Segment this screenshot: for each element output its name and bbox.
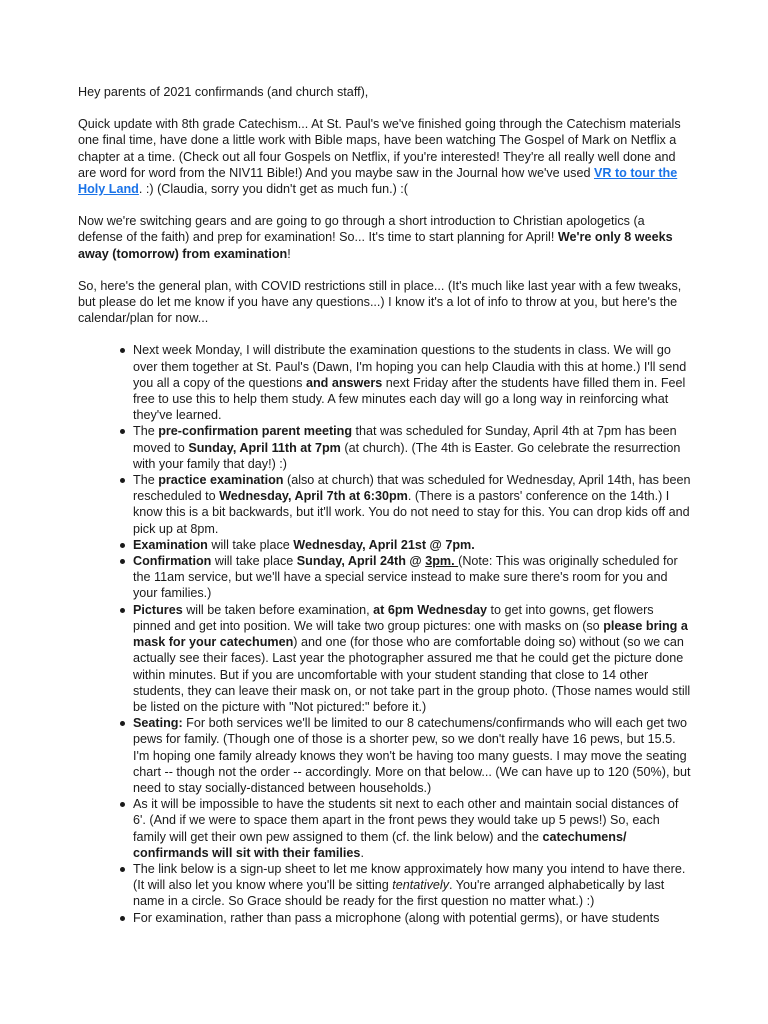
text: Quick update with 8th grade Catechism... At St. Paul's we've finished going through the Catechism materials one final time, have done a little work with Bible maps, have been watching The Gospel of Mark on Netflix a chapter at a time. (Check out all four Gospels on Netflix, if you're interested! They're all really well done and are word for word from the NIV11 Bible!) And you maybe saw in the Journal how we've used	[78, 117, 681, 180]
text: For both services we'll be limited to our 8 catechumens/confirmands who will each get two pews for family. (Though one of those is a shorter pew, so we don't really have 16 pews, but 15.5. I'm hoping one family already knows they won't be having too many guests. I may move the seating chart -- though not the order -- accordingly. More on that below... (We can have up to 120 (50%), but need to stay socially-distanced between households.)	[133, 716, 691, 795]
text: The	[133, 473, 159, 488]
text: ) and one (for those who are comfortable doing so) without (so we can actually see their faces). Last year the photographer assured me that he could get the picture done within minutes. But if you are uncomfortable with your student standing that close to 14 other students, they can leave their mask on, or not take part in the group photo. (Those names would still be listed on the picture with "Not pictured:" before it.)	[133, 635, 691, 714]
text: (also at church) that was scheduled for Wednesday, April 14th, has been rescheduled to	[133, 473, 691, 504]
text: Now we're switching gears and are going to go through a short introduction to Christian apologetics (a defense of the faith) and prep for examination! So... It's time to start planning for April!	[78, 214, 645, 245]
underlined-time: 3pm.	[425, 554, 459, 569]
vr-holy-land-link[interactable]: VR to tour the Holy Land	[78, 165, 678, 197]
italic-text: tentatively	[392, 878, 449, 893]
emphasis: Wednesday, April 7th at 6:30pm	[219, 489, 408, 504]
emphasis: Examination	[133, 537, 208, 552]
emphasis: please bring a mask for your catechumen	[133, 618, 688, 650]
text: For examination, rather than pass a microphone (along with potential germs), or have students	[133, 910, 660, 925]
text: As it will be impossible to have the students sit next to each other and maintain social distances of 6'. (And if we were to space them apart in the front pews they would take up 5 pews!) So, each family will get their own pew assigned to them (cf. the link below) and the	[133, 797, 679, 844]
list-item-seating	[133, 715, 692, 796]
text: . :) (Claudia, sorry you didn't get as much fun.) :(	[138, 182, 408, 197]
text: The link below is a sign-up sheet to let me know approximately how many you intend to have there. (It will also let you know where you'll be sitting	[133, 861, 686, 893]
list-item-signup	[133, 861, 692, 910]
emphasis: Pictures	[133, 602, 183, 617]
emphasis: We're only 8 weeks away (tomorrow) from examination	[78, 230, 673, 261]
emphasis: Sunday, April 24th @	[296, 554, 426, 569]
text: next Friday after the students have filled them in. Feel free to use this to help them study. A few minutes each day will go a long way in reinforcing what they've learned.	[133, 375, 686, 423]
emphasis: and answers	[305, 375, 383, 390]
list-item-parent-meeting	[133, 423, 692, 472]
text: .	[360, 845, 364, 860]
text: (Note: This was originally scheduled for the 11am service, but we'll have a special service instead to make sure there's room for you and your families.)	[133, 554, 678, 601]
text: . (There is a pastors' conference on the 14th.) I know this is a bit backwards, but it'll work. You do not need to stay for this. You can drop kids off and pick up at 8pm.	[133, 489, 690, 536]
emphasis: catechumens/ confirmands will sit with their families	[133, 829, 627, 860]
emphasis: pre-confirmation parent meeting	[158, 424, 353, 439]
text: will be taken before examination,	[182, 602, 374, 617]
list-item-pictures	[133, 602, 692, 715]
emphasis: Seating:	[133, 716, 183, 731]
document-page	[78, 84, 692, 926]
text: to get into gowns, get flowers pinned and get into position. We will take two group pictures: one with masks on (so	[133, 602, 654, 633]
text: (at church). (The 4th is Easter. Go celebrate the resurrection with your family that day!) :)	[133, 440, 681, 471]
list-item-confirmation	[133, 553, 692, 602]
text: . You're arranged alphabetically by last name in a circle. So Grace should be ready for the first question no matter what.) :)	[133, 878, 665, 909]
list-item-distancing	[133, 796, 692, 861]
paragraph-apologetics	[78, 213, 692, 262]
paragraph-plan-intro: So, here's the general plan, with COVID restrictions still in place... (It's much like last year with a few tweaks, but please do let me know if you have any questions...) I know it's a lot of info to throw at you, but here's the calendar/plan for now...	[78, 278, 682, 326]
text: The	[133, 424, 159, 439]
list-item-practice-exam	[133, 472, 692, 537]
greeting: Hey parents of 2021 confirmands (and church staff),	[78, 85, 369, 99]
text: Next week Monday, I will distribute the examination questions to the students in class. We will go over them together at St. Paul's (Dawn, I'm hoping you can help Claudia with this at home.) I'll send you all a copy of the questions	[133, 343, 687, 390]
plan-list	[78, 342, 692, 925]
text: will take place	[207, 537, 294, 552]
emphasis: Sunday, April 11th at 7pm	[188, 440, 341, 455]
text: that was scheduled for Sunday, April 4th at 7pm has been moved to	[133, 424, 677, 455]
emphasis: Wednesday, April 21st @ 7pm.	[293, 537, 475, 552]
emphasis: practice examination	[158, 473, 284, 488]
emphasis-underlined	[425, 554, 458, 568]
emphasis: Confirmation	[133, 554, 212, 569]
emphasis: at 6pm Wednesday	[373, 602, 487, 617]
list-item-questions	[133, 342, 692, 423]
text: will take place	[211, 554, 297, 569]
paragraph-update	[78, 116, 692, 197]
text: !	[287, 246, 291, 261]
list-item-examination	[133, 537, 692, 553]
list-item-microphone	[133, 910, 692, 926]
